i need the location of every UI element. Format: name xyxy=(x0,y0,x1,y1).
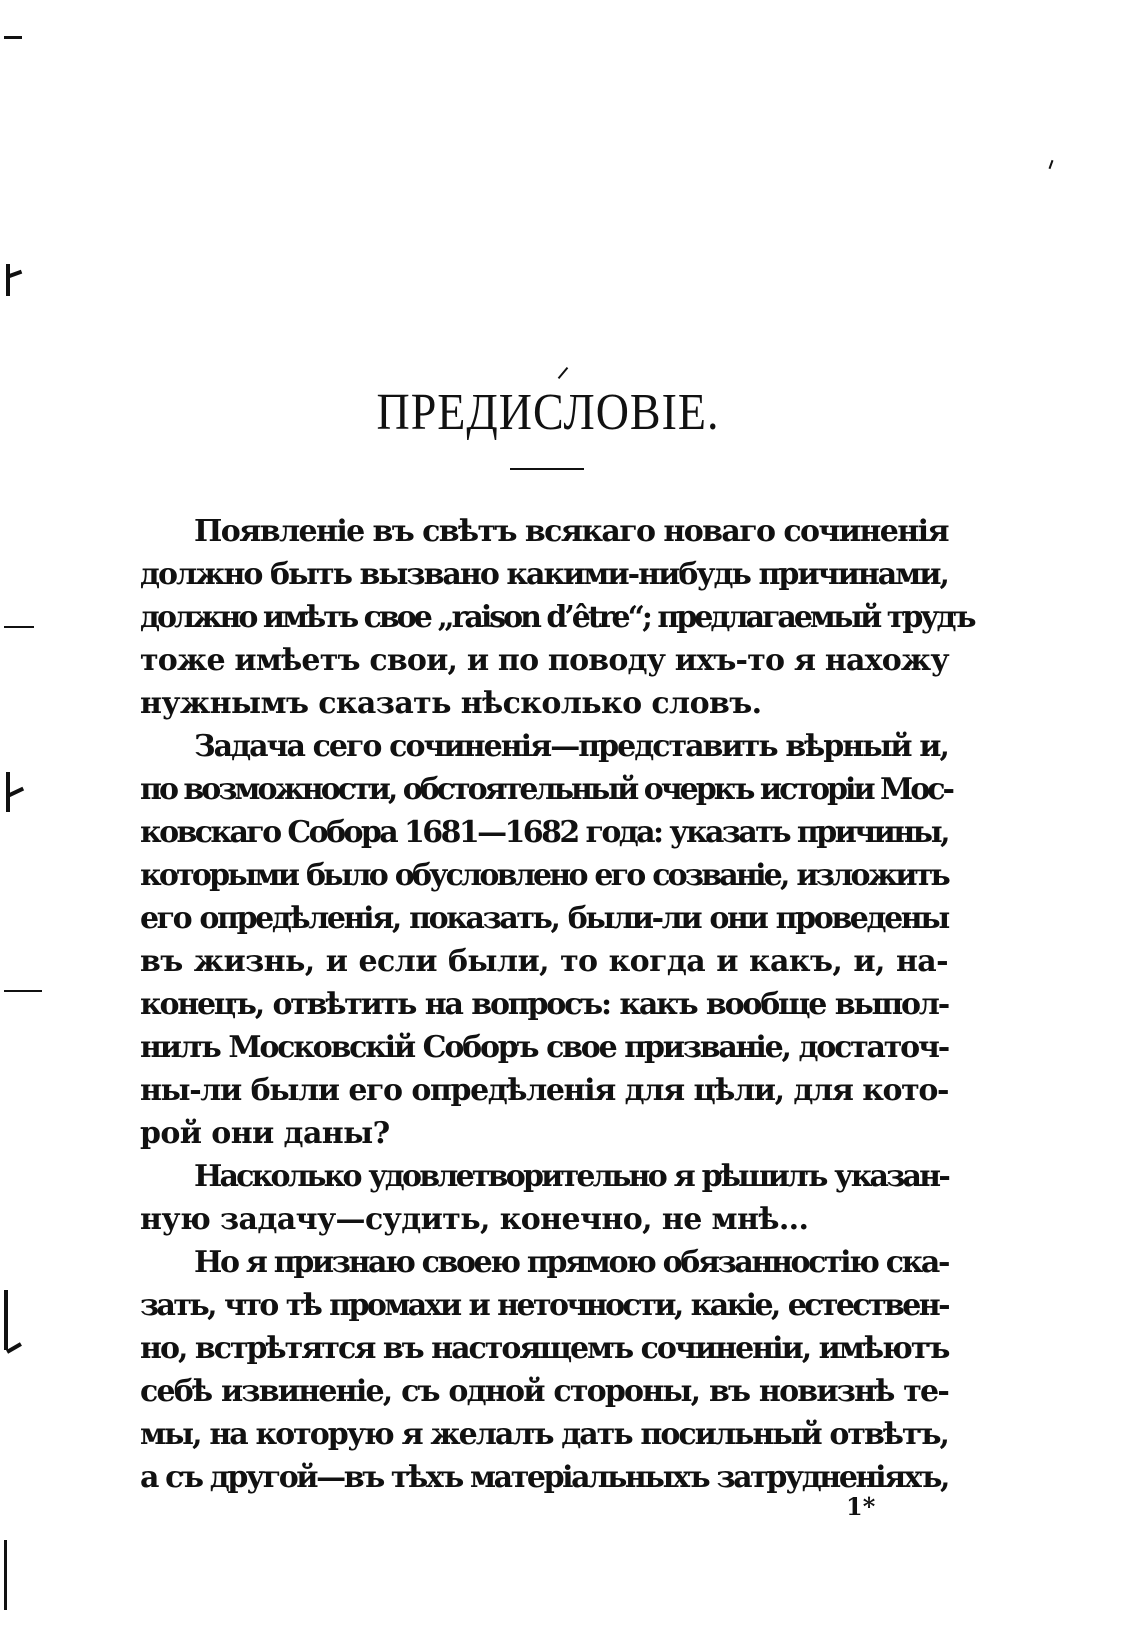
text-line: должно имѣть свое „raison d’être“; предлагаемый трудъ xyxy=(140,600,974,635)
text-line: въ жизнь, и если были, то когда и какъ, и, на- xyxy=(140,944,948,979)
page-title: ПРЕДИСЛОВІЕ. xyxy=(376,382,720,440)
scan-artifact-left-2 xyxy=(4,626,34,628)
text-line: по возможности, обстоятельный очеркъ исторіи Мос- xyxy=(140,772,952,807)
text-line: мы, на которую я желалъ дать посильный отвѣтъ, xyxy=(140,1417,948,1452)
text-line: Но я признаю своею прямою обязанностію ска- xyxy=(194,1245,948,1280)
page-number: 1* xyxy=(846,1492,876,1521)
title-accent-mark xyxy=(558,367,569,379)
text-line: Насколько удовлетворительно я рѣшилъ указан- xyxy=(194,1159,948,1194)
text-line: тоже имѣетъ свои, и по поводу ихъ-то я нахожу xyxy=(140,643,949,678)
text-line: нилъ Московскій Соборъ свое призваніе, достаточ- xyxy=(140,1030,948,1065)
text-line: конецъ, отвѣтить на вопросъ: какъ вообще выпол- xyxy=(140,987,948,1022)
text-line: рой они даны? xyxy=(140,1116,390,1151)
scan-artifact-left-1 xyxy=(6,264,10,296)
text-line: ную задачу—судить, конечно, не мнѣ... xyxy=(140,1202,809,1237)
text-line: должно быть вызвано какими-нибудь причинами, xyxy=(140,557,948,592)
text-line: но, встрѣтятся въ настоящемъ сочиненіи, имѣютъ xyxy=(140,1331,949,1366)
title-rule xyxy=(510,468,584,470)
scan-artifact-left-3b xyxy=(8,787,24,797)
text-line: зать, что тѣ промахи и неточности, какіе, естествен- xyxy=(140,1288,948,1323)
scan-artifact-right-1 xyxy=(1049,160,1054,169)
text-line: себѣ извиненіе, съ одной стороны, въ новизнѣ те- xyxy=(140,1374,948,1409)
scan-artifact-top-left xyxy=(4,36,22,39)
text-line: которыми было обусловлено его созваніе, изложить xyxy=(140,858,948,893)
scan-artifact-left-5 xyxy=(4,1290,8,1350)
text-line: нужнымъ сказать нѣсколько словъ. xyxy=(140,686,762,721)
scan-artifact-left-4 xyxy=(4,990,42,992)
text-line: Задача сего сочиненія—представить вѣрный и, xyxy=(194,729,948,764)
text-line: ковскаго Собора 1681—1682 года: указать причины, xyxy=(140,815,948,850)
scan-artifact-left-5b xyxy=(6,1342,22,1353)
text-line: его опредѣленія, показать, были-ли они проведены xyxy=(140,901,948,936)
preface-text xyxy=(140,510,974,1499)
text-line: а съ другой—въ тѣхъ матеріальныхъ затрудненіяхъ, xyxy=(140,1460,948,1495)
text-line: ны-ли были его опредѣленія для цѣли, для кото- xyxy=(140,1073,948,1108)
scan-artifact-left-6 xyxy=(4,1540,7,1610)
text-line: Появленіе въ свѣтъ всякаго новаго сочиненія xyxy=(194,514,948,549)
